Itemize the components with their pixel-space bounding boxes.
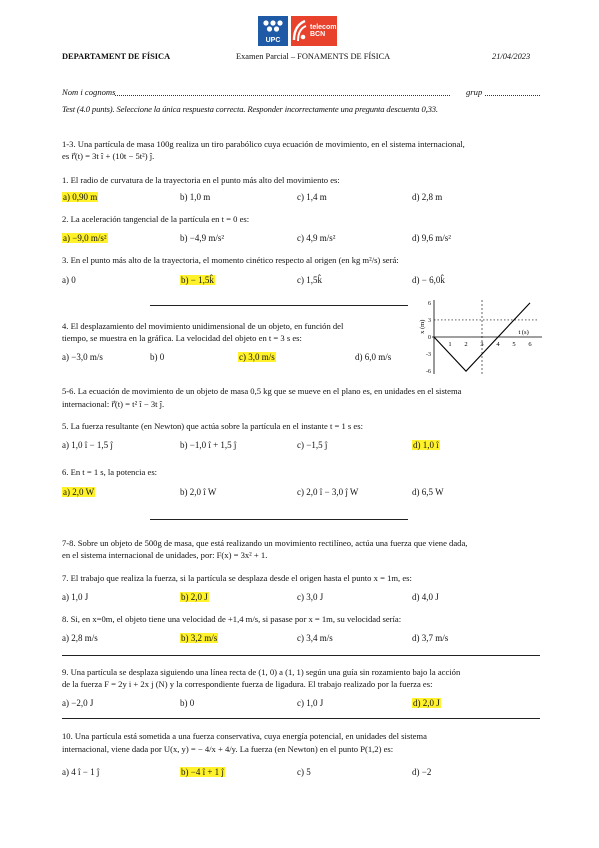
q5-option-a[interactable]: a) 1,0 î − 1,5 ĵ [62,440,113,450]
q1-option-a[interactable]: a) 0,90 m [63,192,98,202]
group-label: grup [466,87,483,97]
q6-option-a[interactable]: a) 2,0 W [63,487,95,497]
chart-x-tick-label: 2 [464,341,468,348]
chart-x-tick-label: 3 [480,341,484,348]
chart-x-tick-label: 1 [448,341,452,348]
chart-y-tick-label: 6 [428,300,431,307]
q9-option-d[interactable]: d) 2,0 J [413,698,440,708]
q7-text: 7. El trabajo que realiza la fuerza, si la partícula se desplaza desde el origen hasta el punto x = 1m, es: [62,573,412,583]
q2-option-c[interactable]: c) 4,9 m/s² [297,233,336,243]
department-title: DEPARTAMENT DE FÍSICA [62,52,171,61]
q5-6-equation: internacional: r⃗(t) = t² î − 3t ĵ. [62,399,165,409]
q3-text: 3. En el punto más alto de la trayectoria, el momento cinético respecto al origen (en kg m²/s) será: [62,255,399,265]
q8-option-d[interactable]: d) 3,7 m/s [412,633,449,643]
q4-text-line1: 4. El desplazamiento del movimiento unidimensional de un objeto, en función del [62,321,344,331]
chart-x-axis-label: t (s) [518,329,529,336]
chart-y-tick-label: -3 [426,352,431,359]
q1-option-b[interactable]: b) 1,0 m [180,192,211,202]
q1-3-intro: 1-3. Una partícula de masa 100g realiza un tiro parabólico cuya ecuación de movimiento, en el sistema internacional, [62,139,465,149]
separator-2 [150,519,408,520]
separator-1 [150,305,408,306]
q9-option-a[interactable]: a) −2,0 J [62,698,94,708]
name-label: Nom i cognoms [62,87,116,97]
q6-option-d[interactable]: d) 6,5 W [412,487,444,497]
chart-x-tick-label: 6 [528,341,532,348]
separator-4 [62,718,540,719]
q2-option-b[interactable]: b) −4,9 m/s² [180,233,225,243]
q1-option-c[interactable]: c) 1,4 m [297,192,327,202]
q9-option-b[interactable]: b) 0 [180,698,195,708]
q3-option-b[interactable]: b) − 1,5k̂ [181,275,214,285]
q6-option-b[interactable]: b) 2,0 î W [180,487,217,497]
separator-3 [62,655,540,656]
q4-option-d[interactable]: d) 6,0 m/s [355,352,392,362]
q4-option-b[interactable]: b) 0 [150,352,165,362]
chart-y-tick-label: 3 [428,317,431,324]
q2-text: 2. La aceleración tangencial de la partícula en t = 0 es: [62,214,250,224]
q2-option-d[interactable]: d) 9,6 m/s² [412,233,451,243]
q9-text-line1: 9. Una partícula se desplaza siguiendo una línea recta de (1, 0) a (1, 1) según una guía sin rozamiento bajo la acción [62,667,461,677]
q2-option-a[interactable]: a) −9,0 m/s² [63,233,107,243]
q8-option-b[interactable]: b) 3,2 m/s [181,633,218,643]
name-field[interactable] [115,95,450,96]
q3-option-d[interactable]: d) − 6,0k̂ [412,275,445,285]
q4-option-c[interactable]: c) 3,0 m/s [239,352,275,362]
q8-option-a[interactable]: a) 2,8 m/s [62,633,98,643]
q7-option-c[interactable]: c) 3,0 J [297,592,324,602]
telecom-bcn-logo [291,16,337,46]
q4-option-a[interactable]: a) −3,0 m/s [62,352,103,362]
svg-text:UPC: UPC [265,37,281,44]
q7-8-intro: 7-8. Sobre un objeto de 500g de masa, que está realizando un movimiento rectilíneo, actúa una fuerza que viene dada, [62,538,468,548]
q10-option-d[interactable]: d) −2 [412,767,432,777]
q6-option-c[interactable]: c) 2,0 î − 3,0 ĵ W [297,487,359,497]
chart-y-tick-label: 0 [428,335,431,341]
q7-8-equation: en el sistema internacional de unidades, por: F(x) = 3x² + 1. [62,550,268,560]
instructions: Test (4.0 punts). Seleccione la única respuesta correcta. Responder incorrectamente una pregunta descuenta 0,33. [62,104,438,114]
q8-option-c[interactable]: c) 3,4 m/s [297,633,333,643]
q6-text: 6. En t = 1 s, la potencia es: [62,467,158,477]
q10-text-line2: internacional, viene dada por U(x, y) = − 4/x + 4/y. La fuerza (en Newton) en el punto P(1,2) es: [62,744,394,754]
q10-option-b[interactable]: b) −4 î + 1 ĵ [181,767,224,777]
q5-option-d[interactable]: d) 1,0 î [413,440,439,450]
q10-option-c[interactable]: c) 5 [297,767,311,777]
chart-y-axis-label: x (m) [419,319,426,334]
q7-option-b[interactable]: b) 2,0 J [181,592,208,602]
q7-option-d[interactable]: d) 4,0 J [412,592,439,602]
group-field[interactable] [485,95,540,96]
exam-date: 21/04/2023 [492,52,531,61]
q5-option-c[interactable]: c) −1,5 ĵ [297,440,328,450]
q1-option-d[interactable]: d) 2,8 m [412,192,443,202]
q5-option-b[interactable]: b) −1,0 î + 1,5 ĵ [180,440,237,450]
q4-text-line2: tiempo, se muestra en la gráfica. La velocidad del objeto en t = 3 s es: [62,333,302,343]
q10-text-line1: 10. Una partícula está sometida a una fuerza conservativa, cuya energía potencial, en unidades del sistema [62,731,427,741]
q9-option-c[interactable]: c) 1,0 J [297,698,324,708]
q5-text: 5. La fuerza resultante (en Newton) que actúa sobre la partícula en el instante t = 1 s es: [62,421,363,431]
q3-option-c[interactable]: c) 1,5k̂ [297,275,322,285]
q7-option-a[interactable]: a) 1,0 J [62,592,89,602]
q1-text: 1. El radio de curvatura de la trayectoria en el punto más alto del movimiento es: [62,175,340,185]
q5-6-intro: 5-6. La ecuación de movimiento de un objeto de masa 0,5 kg que se mueve en el plano es, en unidades en el sistema [62,386,462,396]
displacement-chart [418,294,544,380]
chart-x-tick-label: 4 [496,341,500,348]
q8-text: 8. Si, en x=0m, el objeto tiene una velocidad de +1,4 m/s, si pasase por x = 1m, su velocidad sería: [62,614,402,624]
q1-3-equation: es r⃗(t) = 3t î + (10t − 5t²) ĵ. [62,151,155,161]
chart-y-tick-label: -6 [426,369,431,376]
q9-text-line2: de la fuerza F = 2y i + 2x j (N) y la correspondiente fuerza de ligadura. El trabajo realizado por la fuerza es: [62,679,433,689]
telecom-bcn-logo-text: telecom BCN [310,24,337,38]
upc-logo [258,16,288,46]
q10-option-a[interactable]: a) 4 î − 1 ĵ [62,767,100,777]
chart-x-tick-label: 5 [512,341,516,348]
exam-title: Examen Parcial – FONAMENTS DE FÍSICA [236,52,391,61]
q3-option-a[interactable]: a) 0 [62,275,76,285]
